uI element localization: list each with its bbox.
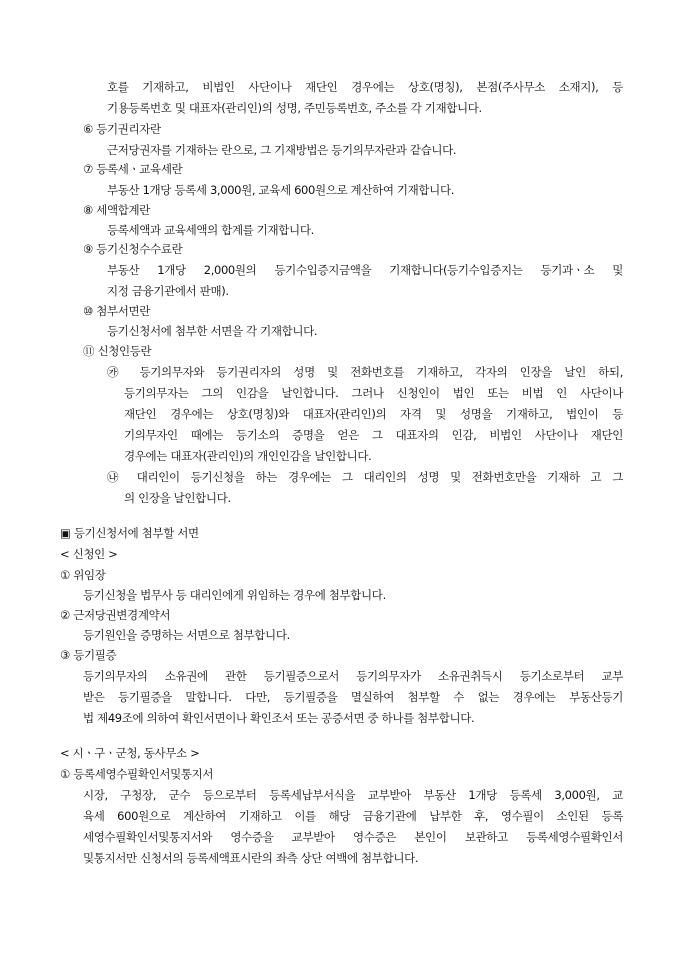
item-7-text: 부동산 1개당 등록세 3,000원, 교육세 600원으로 계산하여 기재합니다. <box>107 183 455 197</box>
item-7-heading: ⑦ 등록세ㆍ교육세란 <box>83 162 183 176</box>
item-9-heading: ⑨ 등기신청수수료란 <box>83 242 183 256</box>
attach-item-3-text-1: 등기의무자의 소유권에 관한 등기필증으로서 등기의무자가 소유권취득시 등기소로부터 교부 <box>83 669 623 683</box>
government-section-header: < 시ㆍ구ㆍ군청, 동사무소 > <box>60 746 200 760</box>
sub-a-line-4: 기의무자인 때에는 등기소의 증명을 얻은 그 대표자의 인감, 비법인 사단이나 재단인 <box>124 428 623 442</box>
attach-item-2-text: 등기원인을 증명하는 서면으로 첨부합니다. <box>83 628 290 642</box>
sub-a-line-2: 등기의무자는 그의 인감을 날인합니다. 그러나 신청인이 법인 또는 비법 인 사단이나 <box>124 386 623 400</box>
item-6-text: 근저당권자를 기재하는 란으로, 그 기재방법은 등기의무자란과 같습니다. <box>107 143 457 157</box>
applicant-section-header: < 신청인 > <box>60 547 118 561</box>
gov-item-1-text-4: 및통지서만 신청서의 등록세액표시란의 좌측 상단 여백에 첨부합니다. <box>83 851 419 865</box>
continuation-line-1: 호를 기재하고, 비법인 사단이나 재단인 경우에는 상호(명칭), 본점(주사무소 소재지), 등 <box>107 80 623 94</box>
sub-a-line-5: 경우에는 대표자(관리인)의 개인인감을 날인합니다. <box>124 449 372 463</box>
item-9-text-2: 지정 금융기관에서 판매). <box>107 284 229 298</box>
attach-item-2-heading: ② 근저당권변경계약서 <box>60 608 171 622</box>
attach-item-1-text: 등기신청을 법무사 등 대리인에게 위임하는 경우에 첨부합니다. <box>83 588 386 602</box>
item-9-text-1: 부동산 1개당 2,000원의 등기수입증지금액을 기재합니다(등기수입증지는 등기과ㆍ소 및 <box>107 263 623 277</box>
attach-item-3-text-3: 법 제49조에 의하여 확인서면이나 확인조서 또는 공증서면 중 하나를 첨부합니다. <box>83 711 475 725</box>
sub-a-line-3: 재단인 경우에는 상호(명칭)와 대표자(관리인)의 자격 및 성명을 기재하고, 법인이 등 <box>124 407 623 421</box>
gov-item-1-text-3: 세영수필확인서및통지서와 영수증을 교부받아 영수증은 본인이 보관하고 등록세영수필확인서 <box>83 830 623 844</box>
sub-a-line-1: ㉮ 등기의무자와 등기권리자의 성명 및 전화번호를 기재하고, 각자의 인장을 날인 하되, <box>107 365 623 379</box>
attach-item-3-heading: ③ 등기필증 <box>60 648 117 662</box>
continuation-line-2: 기용등록번호 및 대표자(관리인)의 성명, 주민등록번호, 주소를 각 기재합니다. <box>107 101 482 115</box>
attach-item-3-text-2: 받은 등기필증을 말합니다. 다만, 등기필증을 멸실하여 첨부할 수 없는 경우에는 부동산등기 <box>83 690 623 704</box>
sub-b-line-1: ㉯ 대리인이 등기신청을 하는 경우에는 그 대리인의 성명 및 전화번호만을 기재하 고 그 <box>107 470 623 484</box>
gov-item-1-heading: ① 등록세영수필확인서및통지서 <box>60 767 214 781</box>
item-11-heading: ⑪ 신청인등란 <box>83 344 152 358</box>
item-8-text: 등록세액과 교육세액의 합계를 기재합니다. <box>107 223 314 237</box>
item-10-text: 등기신청서에 첨부한 서면을 각 기재합니다. <box>107 324 318 338</box>
item-8-heading: ⑧ 세액합계란 <box>83 203 151 217</box>
item-6-heading: ⑥ 등기권리자란 <box>83 122 161 136</box>
gov-item-1-text-1: 시장, 구청장, 군수 등으로부터 등록세납부서식을 교부받아 부동산 1개당 등록세 3,000원, 교 <box>83 788 623 802</box>
item-10-heading: ⑩ 첨부서면란 <box>83 304 151 318</box>
attach-item-1-heading: ① 위임장 <box>60 568 106 582</box>
gov-item-1-text-2: 육세 600원으로 계산하여 기재하고 이를 해당 금융기관에 납부한 후, 영수필이 소인된 등록 <box>83 809 623 823</box>
attachments-heading: ▣ 등기신청서에 첨부할 서면 <box>60 526 199 540</box>
sub-b-line-2: 의 인장을 날인합니다. <box>124 491 231 505</box>
